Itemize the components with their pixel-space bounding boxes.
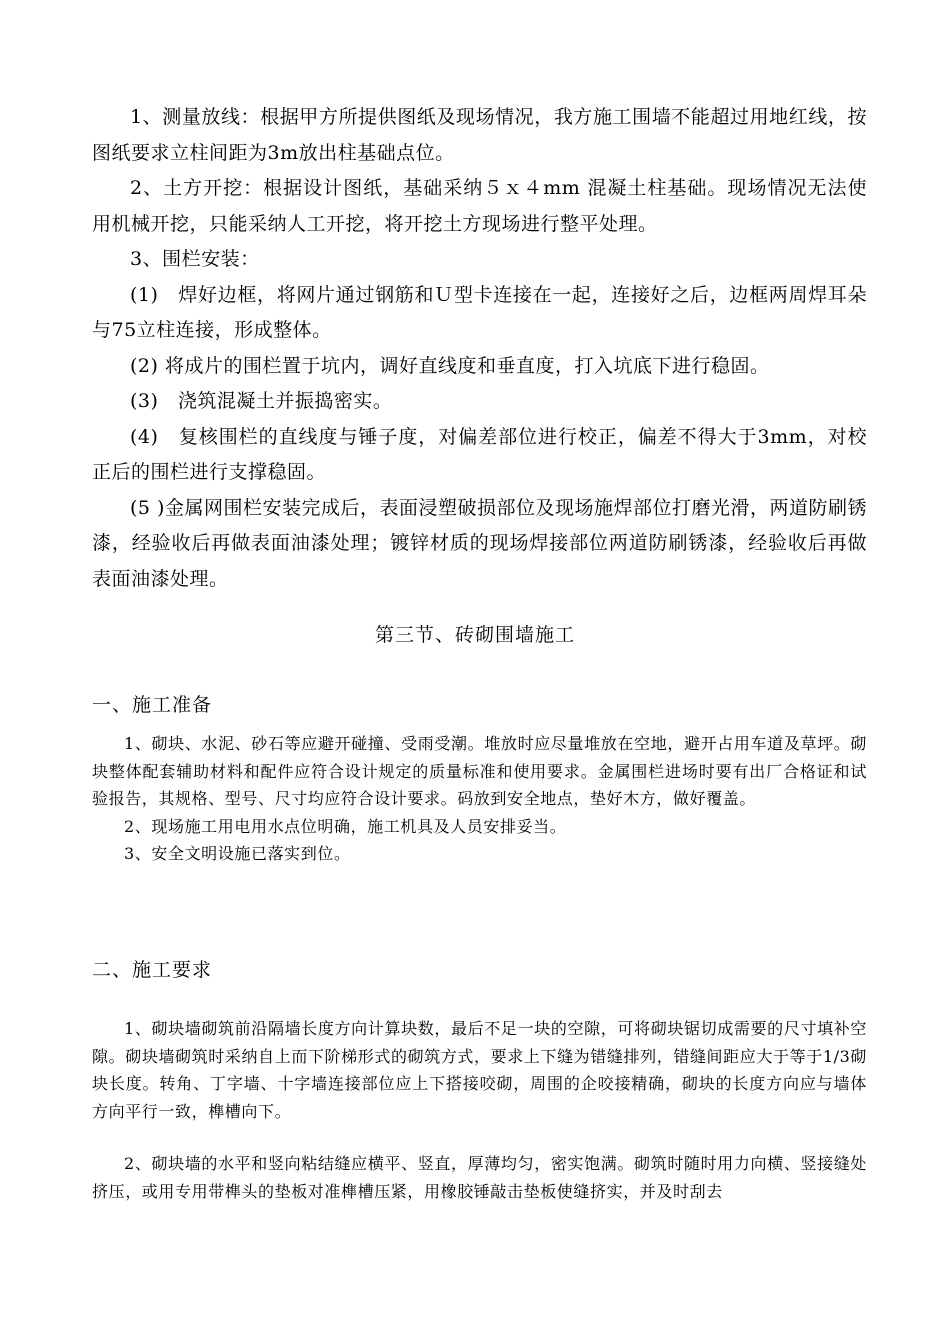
substep-2: (2) 将成片的围栏置于坑内，调好直线度和垂直度，打入坑底下进行稳固。	[130, 354, 770, 377]
prep-items	[92, 730, 867, 868]
requirements-heading: 二、施工要求	[92, 959, 213, 981]
substep-1: (1) 焊好边框，将网片通过钢筋和Ｕ型卡连接在一起，连接好之后，边框两周焊耳朵与75立柱连接，形成整体。	[92, 283, 867, 341]
substep-3: (3) 浇筑混凝土并振捣密实。	[130, 390, 393, 412]
step-survey: 1、测量放线：根据甲方所提供图纸及现场情况，我方施工围墙不能超过用地红线，按图纸要求立柱间距为3m放出柱基础点位。	[92, 106, 867, 164]
requirements-item-2-block	[92, 1150, 867, 1205]
requirements-item-1-block	[92, 1015, 867, 1125]
step-fence-install: 3、围栏安装：	[130, 248, 260, 270]
prep-item-1: 1、砌块、水泥、砂石等应避开碰撞、受雨受潮。堆放时应尽量堆放在空地，避开占用车道及草坪。砌块整体配套辅助材料和配件应符合设计规定的质量标准和使用要求。金属围栏进场时要有出厂合格证和试验报告，其规格、型号、尺寸均应符合设计要求。码放到安全地点，垫好木方，做好覆盖。	[92, 734, 867, 808]
section-title: 第三节、砖砌围墙施工	[374, 624, 575, 646]
requirement-item-1: 1、砌块墙砌筑前沿隔墙长度方向计算块数，最后不足一块的空隙，可将砌块锯切成需要的尺寸填补空隙。砌块墙砌筑时采纳自上而下阶梯形式的砌筑方式，要求上下缝为错缝排列，错缝间距应大于等于1/3砌块长度。转角、丁字墙、十字墙连接部位应上下搭接咬砌，周围的企咬接精确，砌块的长度方向应与墙体方向平行一致，榫槽向下。	[92, 1019, 867, 1121]
substep-4: (4) 复核围栏的直线度与锤子度，对偏差部位进行校正，偏差不得大于3mm，对校正后的围栏进行支撑稳固。	[92, 425, 867, 483]
prep-heading: 一、施工准备	[92, 694, 213, 716]
prep-item-2: 2、现场施工用电用水点位明确，施工机具及人员安排妥当。	[124, 816, 567, 836]
prep-item-3: 3、安全文明设施已落实到位。	[124, 844, 351, 863]
step-excavation: 2、土方开挖：根据设计图纸，基础采纳５ｘ４mm 混凝土柱基础。现场情况无法使用机械开挖，只能采纳人工开挖，将开挖土方现场进行整平处理。	[92, 177, 867, 235]
substep-5: (5 )金属网围栏安装完成后，表面浸塑破损部位及现场施焊部位打磨光滑，两道防刷锈漆，经验收后再做表面油漆处理；镀锌材质的现场焊接部位两道防刷锈漆，经验收后再做表面油漆处理。	[92, 496, 867, 590]
requirement-item-2: 2、砌块墙的水平和竖向粘结缝应横平、竖直，厚薄均匀，密实饱满。砌筑时随时用力向横、竖接缝处挤压，或用专用带榫头的垫板对准榫槽压紧，用橡胶锤敲击垫板使缝挤实，并及时刮去	[92, 1154, 867, 1201]
installation-steps	[92, 100, 867, 597]
